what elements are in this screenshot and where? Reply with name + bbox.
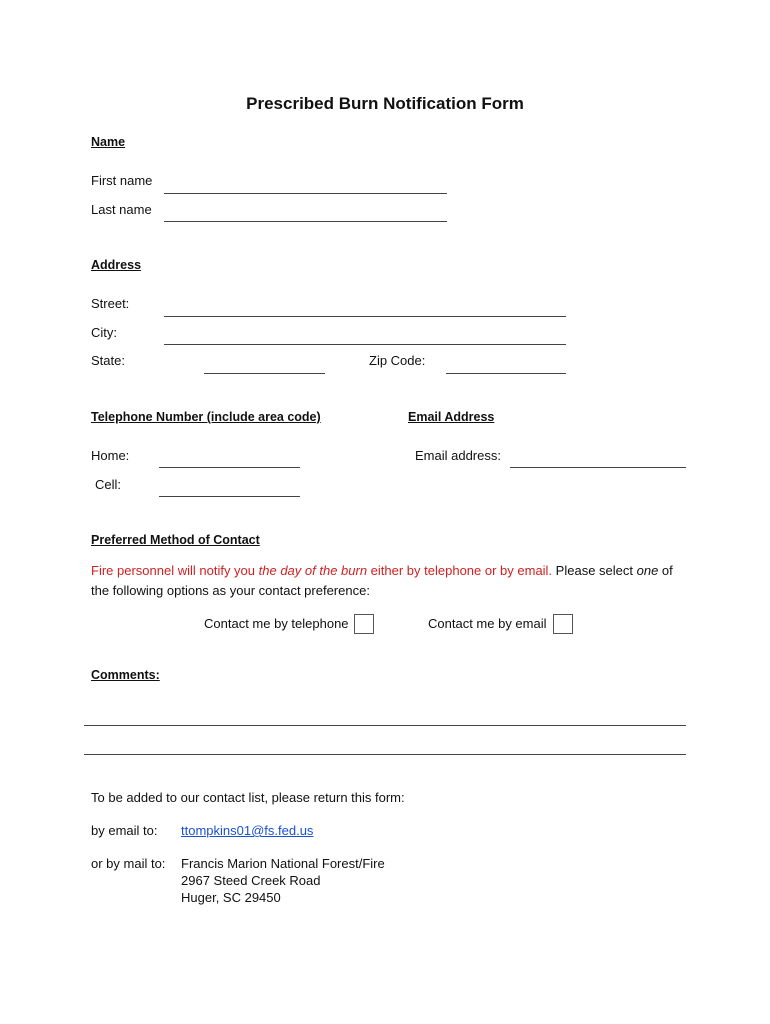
- home-phone-label: Home:: [91, 448, 130, 463]
- notice-text-2: of: [658, 563, 673, 578]
- contact-email-checkbox[interactable]: [553, 614, 573, 634]
- return-email-label: by email to:: [91, 823, 158, 838]
- cell-phone-field[interactable]: [159, 496, 300, 497]
- cell-phone-label: Cell:: [95, 477, 122, 492]
- last-name-field[interactable]: [164, 221, 447, 222]
- telephone-heading: Telephone Number (include area code): [91, 410, 321, 424]
- street-field[interactable]: [164, 316, 566, 317]
- street-label: Street:: [91, 296, 130, 311]
- mail-address-line2: 2967 Steed Creek Road: [181, 873, 321, 888]
- contact-method-heading: Preferred Method of Contact: [91, 533, 260, 547]
- mail-address-line1: Francis Marion National Forest/Fire: [181, 856, 385, 871]
- comments-heading: Comments:: [91, 668, 160, 682]
- contact-telephone-checkbox[interactable]: [354, 614, 374, 634]
- email-address-field[interactable]: [510, 467, 686, 468]
- notice-text-1: Please select: [552, 563, 637, 578]
- email-heading: Email Address: [408, 410, 495, 424]
- mail-address-line3: Huger, SC 29450: [181, 890, 281, 905]
- contact-notice-line2: the following options as your contact preference:: [91, 583, 370, 598]
- first-name-label: First name: [91, 173, 153, 188]
- zip-field[interactable]: [446, 373, 566, 374]
- contact-email-label: Contact me by email: [428, 616, 547, 631]
- notice-red-text-2: either by telephone or by email.: [367, 563, 553, 578]
- notice-red-italic-text: the day of the burn: [258, 563, 368, 578]
- comments-line-1[interactable]: [84, 725, 686, 726]
- state-label: State:: [91, 353, 125, 368]
- notice-italic-one: one: [636, 563, 659, 578]
- email-address-label: Email address:: [415, 448, 501, 463]
- address-heading: Address: [91, 258, 142, 272]
- state-field[interactable]: [204, 373, 325, 374]
- contact-notice-line1: [91, 563, 673, 578]
- first-name-field[interactable]: [164, 193, 447, 194]
- city-field[interactable]: [164, 344, 566, 345]
- comments-line-2[interactable]: [84, 754, 686, 755]
- city-label: City:: [91, 325, 117, 340]
- notice-red-text-1: Fire personnel will notify you: [91, 563, 259, 578]
- page-title: Prescribed Burn Notification Form: [246, 94, 524, 113]
- name-heading: Name: [91, 135, 126, 149]
- return-email-link[interactable]: ttompkins01@fs.fed.us: [181, 823, 314, 838]
- zip-label: Zip Code:: [369, 353, 426, 368]
- contact-telephone-label: Contact me by telephone: [204, 616, 349, 631]
- return-mail-label: or by mail to:: [91, 856, 166, 871]
- last-name-label: Last name: [91, 202, 152, 217]
- home-phone-field[interactable]: [159, 467, 300, 468]
- return-intro: To be added to our contact list, please return this form:: [91, 790, 405, 805]
